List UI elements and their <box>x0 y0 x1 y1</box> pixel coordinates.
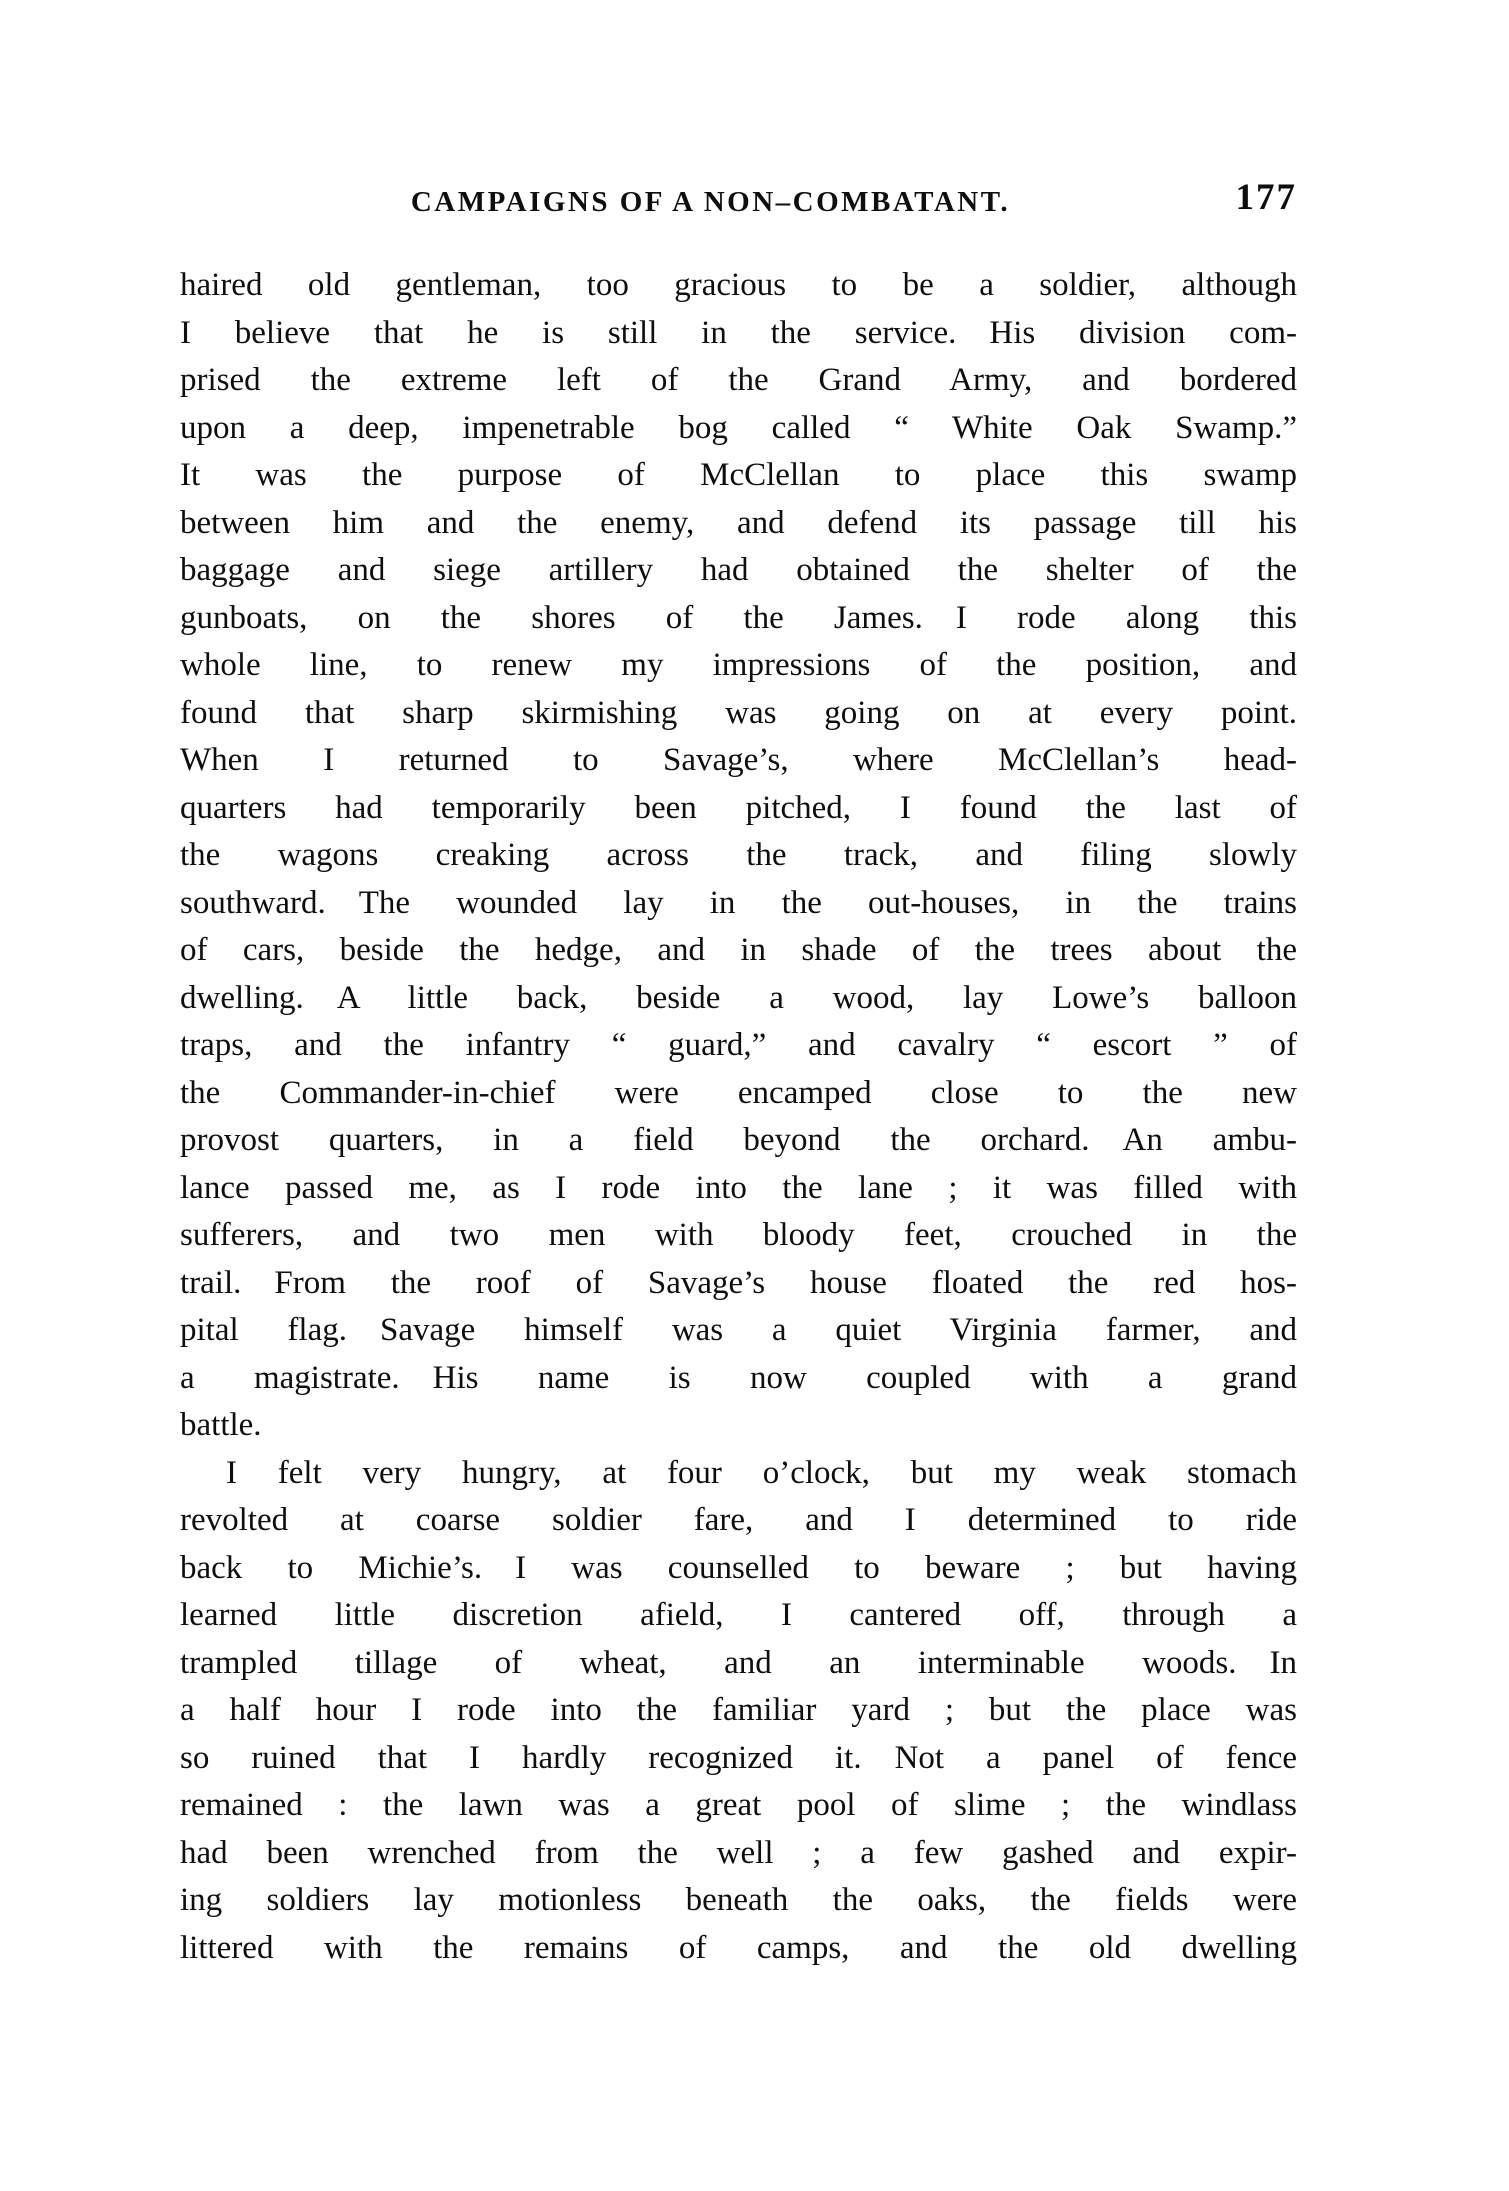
text-line: baggage and siege artillery had obtained the shelter of the <box>180 552 1297 588</box>
page-header <box>180 177 1297 230</box>
text-line: southward. The wounded lay in the out-houses, in the trains <box>180 884 1297 921</box>
text-line: trail. From the roof of Savage’s house floated the red hos- <box>180 1264 1297 1301</box>
text-line: upon a deep, impenetrable bog called “ White Oak Swamp.” <box>180 409 1297 446</box>
text-line: traps, and the infantry “ guard,” and cavalry “ escort ” of <box>180 1027 1297 1063</box>
paragraph-2 <box>180 1450 1297 1973</box>
text-line: pital flag. Savage himself was a quiet Virginia farmer, and <box>180 1312 1297 1348</box>
text-line: a half hour I rode into the familiar yard ; but the place was <box>180 1692 1297 1728</box>
text-line: of cars, beside the hedge, and in shade of the trees about the <box>180 932 1297 968</box>
text-line: the wagons creaking across the track, and filing slowly <box>180 837 1297 873</box>
text-line: had been wrenched from the well ; a few gashed and expir- <box>180 1834 1297 1871</box>
text-line: learned little discretion afield, I cantered off, through a <box>180 1597 1297 1633</box>
text-line: found that sharp skirmishing was going on at every point. <box>180 694 1297 731</box>
text-line: When I returned to Savage’s, where McClellan’s head- <box>180 742 1297 778</box>
text-line: between him and the enemy, and defend its passage till his <box>180 504 1297 541</box>
text-line: revolted at coarse soldier fare, and I determined to ride <box>180 1502 1297 1538</box>
running-title: CAMPAIGNS OF A NON–COMBATANT. <box>410 186 1011 218</box>
text-line: quarters had temporarily been pitched, I found the last of <box>180 789 1297 826</box>
text-line: a magistrate. His name is now coupled with a grand <box>180 1359 1297 1396</box>
text-line: remained : the lawn was a great pool of slime ; the windlass <box>180 1787 1297 1823</box>
text-line: prised the extreme left of the Grand Army, and bordered <box>180 362 1297 398</box>
page-number: 177 <box>1235 177 1297 218</box>
text-line: gunboats, on the shores of the James. I rode along this <box>180 599 1297 636</box>
body-text <box>180 262 1297 1972</box>
text-line: so ruined that I hardly recognized it. Not a panel of fence <box>180 1739 1297 1776</box>
text-line: battle. <box>180 1407 262 1443</box>
text-line: whole line, to renew my impressions of the position, and <box>180 647 1297 683</box>
text-line: back to Michie’s. I was counselled to beware ; but having <box>180 1549 1297 1586</box>
text-line: littered with the remains of camps, and the old dwelling <box>180 1929 1297 1966</box>
text-line: It was the purpose of McClellan to place this swamp <box>180 457 1297 493</box>
text-line: dwelling. A little back, beside a wood, lay Lowe’s balloon <box>180 979 1297 1016</box>
text-line: sufferers, and two men with bloody feet, crouched in the <box>180 1217 1297 1253</box>
text-line: I felt very hungry, at four o’clock, but my weak stomach <box>226 1454 1297 1491</box>
text-line: provost quarters, in a field beyond the orchard. An ambu- <box>180 1122 1297 1158</box>
text-line: the Commander-in-chief were encamped close to the new <box>180 1074 1297 1111</box>
text-line: ing soldiers lay motionless beneath the oaks, the fields were <box>180 1882 1297 1918</box>
text-line: haired old gentleman, too gracious to be a soldier, although <box>180 267 1297 303</box>
text-line: lance passed me, as I rode into the lane ; it was filled with <box>180 1169 1297 1206</box>
text-line: I believe that he is still in the service. His division com- <box>180 314 1297 351</box>
text-line: trampled tillage of wheat, and an interminable woods. In <box>180 1644 1297 1681</box>
paragraph-1 <box>180 262 1297 1450</box>
